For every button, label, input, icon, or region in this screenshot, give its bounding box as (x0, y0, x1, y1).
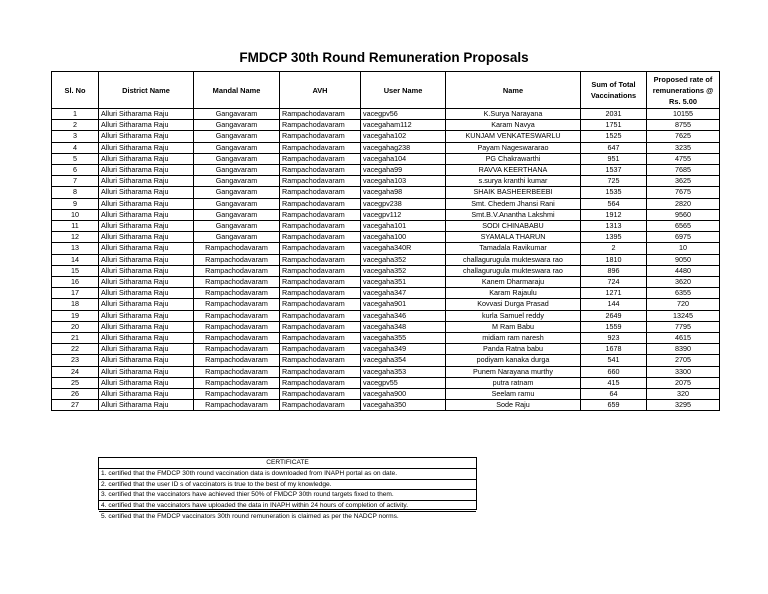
cell-remuneration: 10 (647, 243, 720, 254)
cell-mandal-name: Gangavaram (194, 120, 280, 131)
header-sum-total-vaccinations: Sum of Total Vaccinations (581, 72, 647, 109)
cell-sum-vaccinations: 2649 (581, 310, 647, 321)
cell-remuneration: 6355 (647, 288, 720, 299)
cell-user-name: vacegaha98 (361, 187, 446, 198)
cell-avh: Rampachodavaram (280, 142, 361, 153)
table-row (52, 209, 720, 220)
cell-remuneration: 320 (647, 389, 720, 400)
header-district-name: District Name (99, 72, 194, 109)
table-row (52, 131, 720, 142)
cell-sum-vaccinations: 660 (581, 366, 647, 377)
cell-avh: Rampachodavaram (280, 131, 361, 142)
cell-sl-no: 3 (52, 131, 99, 142)
cell-district-name: Alluri Sitharama Raju (99, 344, 194, 355)
cell-name: putra ratnam (446, 377, 581, 388)
table-row (52, 254, 720, 265)
cell-sl-no: 2 (52, 120, 99, 131)
cell-mandal-name: Gangavaram (194, 209, 280, 220)
certificate-line: 4. certified that the vaccinators have uploaded the data in INAPH within 24 hours of completion of activity. (99, 500, 476, 511)
cell-mandal-name: Gangavaram (194, 153, 280, 164)
cell-avh: Rampachodavaram (280, 153, 361, 164)
cell-sum-vaccinations: 1559 (581, 321, 647, 332)
cell-user-name: vacegaha347 (361, 288, 446, 299)
cell-district-name: Alluri Sitharama Raju (99, 153, 194, 164)
cell-mandal-name: Gangavaram (194, 165, 280, 176)
cell-name: SYAMALA THARUN (446, 232, 581, 243)
table-row (52, 299, 720, 310)
cell-sum-vaccinations: 1751 (581, 120, 647, 131)
cell-remuneration: 2820 (647, 198, 720, 209)
cell-district-name: Alluri Sitharama Raju (99, 400, 194, 411)
table-row (52, 165, 720, 176)
cell-user-name: vacegaha901 (361, 299, 446, 310)
cell-remuneration: 8755 (647, 120, 720, 131)
cell-mandal-name: Gangavaram (194, 198, 280, 209)
cell-remuneration: 6565 (647, 221, 720, 232)
table-row (52, 277, 720, 288)
remuneration-table (51, 71, 720, 411)
cell-sl-no: 24 (52, 366, 99, 377)
cell-avh: Rampachodavaram (280, 333, 361, 344)
cell-sum-vaccinations: 923 (581, 333, 647, 344)
cell-name: K.Surya Narayana (446, 109, 581, 120)
cell-mandal-name: Rampachodavaram (194, 400, 280, 411)
cell-sl-no: 26 (52, 389, 99, 400)
certificate-box (98, 457, 477, 520)
cell-sl-no: 20 (52, 321, 99, 332)
cell-name: Karam Navya (446, 120, 581, 131)
cell-avh: Rampachodavaram (280, 254, 361, 265)
cell-sum-vaccinations: 415 (581, 377, 647, 388)
cell-remuneration: 8390 (647, 344, 720, 355)
cell-sum-vaccinations: 541 (581, 355, 647, 366)
cell-name: Kanem Dharmaraju (446, 277, 581, 288)
table-row (52, 265, 720, 276)
cell-avh: Rampachodavaram (280, 344, 361, 355)
header-proposed-rate: Proposed rate of remunerations @ Rs. 5.00 (647, 72, 720, 109)
table-row (52, 243, 720, 254)
table-row (52, 221, 720, 232)
cell-remuneration: 9050 (647, 254, 720, 265)
cell-name: Seelam ramu (446, 389, 581, 400)
cell-sum-vaccinations: 725 (581, 176, 647, 187)
cell-user-name: vacegpv55 (361, 377, 446, 388)
table-row (52, 232, 720, 243)
cell-name: challagurugula mukteswara rao (446, 265, 581, 276)
cell-sl-no: 22 (52, 344, 99, 355)
cell-sl-no: 7 (52, 176, 99, 187)
table-row (52, 176, 720, 187)
cell-remuneration: 7795 (647, 321, 720, 332)
table-row (52, 321, 720, 332)
cell-avh: Rampachodavaram (280, 377, 361, 388)
cell-district-name: Alluri Sitharama Raju (99, 142, 194, 153)
cell-remuneration: 3620 (647, 277, 720, 288)
cell-sl-no: 27 (52, 400, 99, 411)
header-user-name: User Name (361, 72, 446, 109)
cell-remuneration: 4615 (647, 333, 720, 344)
cell-district-name: Alluri Sitharama Raju (99, 187, 194, 198)
cell-avh: Rampachodavaram (280, 120, 361, 131)
cell-remuneration: 720 (647, 299, 720, 310)
table-row (52, 400, 720, 411)
cell-remuneration: 6975 (647, 232, 720, 243)
cell-avh: Rampachodavaram (280, 109, 361, 120)
cell-avh: Rampachodavaram (280, 277, 361, 288)
cell-mandal-name: Rampachodavaram (194, 277, 280, 288)
cell-user-name: vacegaha103 (361, 176, 446, 187)
cell-sl-no: 17 (52, 288, 99, 299)
cell-sum-vaccinations: 1395 (581, 232, 647, 243)
cell-district-name: Alluri Sitharama Raju (99, 355, 194, 366)
cell-name: Tamadala Ravikumar (446, 243, 581, 254)
cell-avh: Rampachodavaram (280, 209, 361, 220)
cell-user-name: vacegaha353 (361, 366, 446, 377)
cell-sum-vaccinations: 724 (581, 277, 647, 288)
cell-user-name: vacegaha900 (361, 389, 446, 400)
cell-name: M Ram Babu (446, 321, 581, 332)
header-mandal-name: Mandal Name (194, 72, 280, 109)
cell-name: challagurugula mukteswara rao (446, 254, 581, 265)
cell-remuneration: 7675 (647, 187, 720, 198)
cell-name: Karam Rajaulu (446, 288, 581, 299)
cell-mandal-name: Gangavaram (194, 176, 280, 187)
cell-sl-no: 12 (52, 232, 99, 243)
cell-remuneration: 3300 (647, 366, 720, 377)
cell-sl-no: 21 (52, 333, 99, 344)
cell-user-name: vacegaha101 (361, 221, 446, 232)
cell-sl-no: 19 (52, 310, 99, 321)
cell-mandal-name: Gangavaram (194, 232, 280, 243)
header-avh: AVH (280, 72, 361, 109)
cell-avh: Rampachodavaram (280, 176, 361, 187)
cell-mandal-name: Rampachodavaram (194, 389, 280, 400)
cell-district-name: Alluri Sitharama Raju (99, 288, 194, 299)
table-row (52, 377, 720, 388)
cell-sl-no: 16 (52, 277, 99, 288)
cell-district-name: Alluri Sitharama Raju (99, 209, 194, 220)
cell-remuneration: 7685 (647, 165, 720, 176)
cell-sum-vaccinations: 1912 (581, 209, 647, 220)
cell-remuneration: 4755 (647, 153, 720, 164)
table-row (52, 198, 720, 209)
cell-sl-no: 14 (52, 254, 99, 265)
cell-user-name: vacegaha104 (361, 153, 446, 164)
cell-mandal-name: Gangavaram (194, 187, 280, 198)
cell-mandal-name: Gangavaram (194, 131, 280, 142)
cell-district-name: Alluri Sitharama Raju (99, 221, 194, 232)
cell-user-name: vacegaha352 (361, 254, 446, 265)
cell-avh: Rampachodavaram (280, 389, 361, 400)
cell-mandal-name: Rampachodavaram (194, 344, 280, 355)
cell-remuneration: 4480 (647, 265, 720, 276)
cell-user-name: vacegaha354 (361, 355, 446, 366)
cell-district-name: Alluri Sitharama Raju (99, 198, 194, 209)
cell-mandal-name: Rampachodavaram (194, 366, 280, 377)
cell-user-name: vacegpv238 (361, 198, 446, 209)
table-row (52, 344, 720, 355)
cell-mandal-name: Rampachodavaram (194, 299, 280, 310)
cell-sum-vaccinations: 1810 (581, 254, 647, 265)
certificate-line: 5. certified that the FMDCP vaccinators 30th round remuneration is claimed as per the NADCP norms. (99, 511, 476, 522)
cell-avh: Rampachodavaram (280, 310, 361, 321)
cell-user-name: vacegahag238 (361, 142, 446, 153)
cell-mandal-name: Rampachodavaram (194, 243, 280, 254)
cell-remuneration: 13245 (647, 310, 720, 321)
cell-user-name: vacegaham112 (361, 120, 446, 131)
cell-avh: Rampachodavaram (280, 321, 361, 332)
cell-user-name: vacegaha100 (361, 232, 446, 243)
cell-user-name: vacegaha348 (361, 321, 446, 332)
cell-mandal-name: Gangavaram (194, 221, 280, 232)
cell-user-name: vacegaha351 (361, 277, 446, 288)
cell-name: Kovvasi Durga Prasad (446, 299, 581, 310)
cell-mandal-name: Rampachodavaram (194, 254, 280, 265)
cell-sum-vaccinations: 144 (581, 299, 647, 310)
cell-remuneration: 2705 (647, 355, 720, 366)
cell-district-name: Alluri Sitharama Raju (99, 176, 194, 187)
cell-name: SODI CHINABABU (446, 221, 581, 232)
cell-user-name: vacegpv112 (361, 209, 446, 220)
cell-remuneration: 3625 (647, 176, 720, 187)
header-sl-no: Sl. No (52, 72, 99, 109)
table-row (52, 355, 720, 366)
cell-sum-vaccinations: 64 (581, 389, 647, 400)
cell-sl-no: 6 (52, 165, 99, 176)
cell-sum-vaccinations: 659 (581, 400, 647, 411)
cell-district-name: Alluri Sitharama Raju (99, 243, 194, 254)
cell-district-name: Alluri Sitharama Raju (99, 277, 194, 288)
cell-mandal-name: Gangavaram (194, 109, 280, 120)
cell-avh: Rampachodavaram (280, 400, 361, 411)
cell-avh: Rampachodavaram (280, 221, 361, 232)
cell-name: Punem Narayana murthy (446, 366, 581, 377)
cell-district-name: Alluri Sitharama Raju (99, 109, 194, 120)
cell-name: Sode Raju (446, 400, 581, 411)
cell-remuneration: 9560 (647, 209, 720, 220)
table-header-row (52, 72, 720, 109)
cell-mandal-name: Rampachodavaram (194, 310, 280, 321)
certificate-line: 3. certified that the vaccinators have achieved thier 50% of FMDCP 30th round targets fixed to them. (99, 489, 476, 500)
cell-district-name: Alluri Sitharama Raju (99, 377, 194, 388)
table-row (52, 389, 720, 400)
cell-sl-no: 8 (52, 187, 99, 198)
cell-mandal-name: Rampachodavaram (194, 355, 280, 366)
cell-remuneration: 10155 (647, 109, 720, 120)
cell-district-name: Alluri Sitharama Raju (99, 265, 194, 276)
cell-user-name: vacegaha355 (361, 333, 446, 344)
cell-remuneration: 3295 (647, 400, 720, 411)
cell-name: podiyam kanaka durga (446, 355, 581, 366)
cell-name: Smt.B.V.Anantha Lakshmi (446, 209, 581, 220)
cell-sum-vaccinations: 2031 (581, 109, 647, 120)
cell-district-name: Alluri Sitharama Raju (99, 310, 194, 321)
cell-sl-no: 23 (52, 355, 99, 366)
cell-name: Panda Ratna babu (446, 344, 581, 355)
cell-name: midiam ram naresh (446, 333, 581, 344)
table-row (52, 109, 720, 120)
cell-district-name: Alluri Sitharama Raju (99, 120, 194, 131)
table-row (52, 366, 720, 377)
cell-name: s.surya kranthi kumar (446, 176, 581, 187)
cell-district-name: Alluri Sitharama Raju (99, 366, 194, 377)
cell-mandal-name: Rampachodavaram (194, 321, 280, 332)
table-row (52, 187, 720, 198)
cell-name: PG Chakrawarthi (446, 153, 581, 164)
cell-avh: Rampachodavaram (280, 299, 361, 310)
cell-district-name: Alluri Sitharama Raju (99, 232, 194, 243)
cell-name: KUNJAM VENKATESWARLU (446, 131, 581, 142)
cell-mandal-name: Rampachodavaram (194, 288, 280, 299)
cell-user-name: vacegpv56 (361, 109, 446, 120)
cell-district-name: Alluri Sitharama Raju (99, 389, 194, 400)
cell-sum-vaccinations: 1537 (581, 165, 647, 176)
table-row (52, 153, 720, 164)
cell-user-name: vacegaha349 (361, 344, 446, 355)
cell-sl-no: 15 (52, 265, 99, 276)
cell-sl-no: 5 (52, 153, 99, 164)
cell-sum-vaccinations: 647 (581, 142, 647, 153)
cell-sl-no: 4 (52, 142, 99, 153)
cell-sl-no: 18 (52, 299, 99, 310)
table-body (52, 109, 720, 411)
cell-sl-no: 11 (52, 221, 99, 232)
cell-sum-vaccinations: 1271 (581, 288, 647, 299)
certificate-heading: CERTIFICATE (266, 459, 309, 466)
cell-name: kurla Samuel reddy (446, 310, 581, 321)
cell-avh: Rampachodavaram (280, 366, 361, 377)
cell-avh: Rampachodavaram (280, 355, 361, 366)
cell-avh: Rampachodavaram (280, 243, 361, 254)
cell-mandal-name: Gangavaram (194, 142, 280, 153)
cell-district-name: Alluri Sitharama Raju (99, 165, 194, 176)
cell-name: SHAIK BASHEERBEEBI (446, 187, 581, 198)
cell-name: RAVVA KEERTHANA (446, 165, 581, 176)
cell-sum-vaccinations: 951 (581, 153, 647, 164)
cell-sum-vaccinations: 564 (581, 198, 647, 209)
cell-sum-vaccinations: 2 (581, 243, 647, 254)
cell-avh: Rampachodavaram (280, 265, 361, 276)
table-row (52, 142, 720, 153)
certificate-line: 1. certified that the FMDCP 30th round vaccination data is downloaded from INAPH portal as on date. (99, 468, 476, 479)
cell-sl-no: 1 (52, 109, 99, 120)
cell-user-name: vacegaha346 (361, 310, 446, 321)
table-row (52, 310, 720, 321)
cell-user-name: vacegaha102 (361, 131, 446, 142)
cell-name: Smt. Chedem Jhansi Rani (446, 198, 581, 209)
cell-sum-vaccinations: 1535 (581, 187, 647, 198)
cell-remuneration: 2075 (647, 377, 720, 388)
cell-sum-vaccinations: 1525 (581, 131, 647, 142)
cell-district-name: Alluri Sitharama Raju (99, 321, 194, 332)
cell-user-name: vacegaha350 (361, 400, 446, 411)
cell-sl-no: 25 (52, 377, 99, 388)
cell-remuneration: 3235 (647, 142, 720, 153)
cell-mandal-name: Rampachodavaram (194, 333, 280, 344)
cell-district-name: Alluri Sitharama Raju (99, 254, 194, 265)
cell-avh: Rampachodavaram (280, 288, 361, 299)
cell-district-name: Alluri Sitharama Raju (99, 333, 194, 344)
cell-sum-vaccinations: 896 (581, 265, 647, 276)
cell-sl-no: 9 (52, 198, 99, 209)
cell-sl-no: 10 (52, 209, 99, 220)
cell-remuneration: 7625 (647, 131, 720, 142)
table-row (52, 333, 720, 344)
cell-avh: Rampachodavaram (280, 198, 361, 209)
cell-sl-no: 13 (52, 243, 99, 254)
cell-mandal-name: Rampachodavaram (194, 377, 280, 388)
cell-user-name: vacegaha99 (361, 165, 446, 176)
table-row (52, 288, 720, 299)
cell-user-name: vacegaha340R (361, 243, 446, 254)
cell-mandal-name: Rampachodavaram (194, 265, 280, 276)
cell-district-name: Alluri Sitharama Raju (99, 299, 194, 310)
cell-user-name: vacegaha352 (361, 265, 446, 276)
cell-sum-vaccinations: 1678 (581, 344, 647, 355)
cell-avh: Rampachodavaram (280, 232, 361, 243)
certificate-line: 2. certified that the user ID s of vaccinators is true to the best of my knowledge. (99, 479, 476, 490)
header-name: Name (446, 72, 581, 109)
cell-avh: Rampachodavaram (280, 187, 361, 198)
cell-avh: Rampachodavaram (280, 165, 361, 176)
table-row (52, 120, 720, 131)
cell-district-name: Alluri Sitharama Raju (99, 131, 194, 142)
page-title: FMDCP 30th Round Remuneration Proposals (239, 50, 529, 65)
cell-name: Payam Nageswararao (446, 142, 581, 153)
cell-sum-vaccinations: 1313 (581, 221, 647, 232)
